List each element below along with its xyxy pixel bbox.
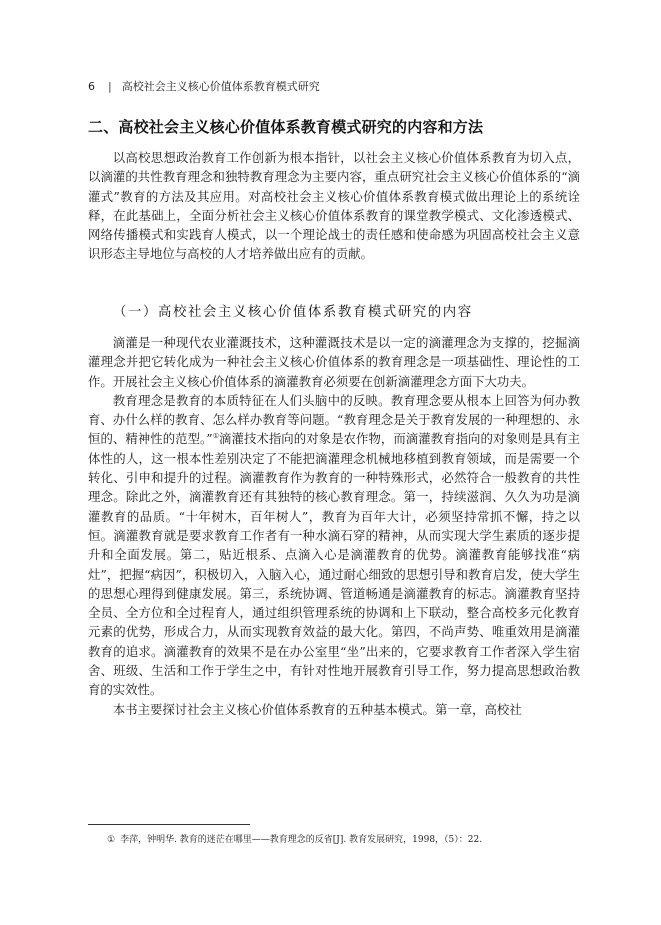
section-heading: 二、高校社会主义核心价值体系教育模式研究的内容和方法 [88,118,484,136]
paragraph-text-part1: 教育理念是教育的本质特征在人们头脑中的反映。教育理念要从根本上回答为何办教育、办什么样的教育、怎么样办教育等问题。“教育理念是关于教育发展的一种理想的、永恒的、精神性的范型。” [88,392,580,447]
intro-paragraph: 以高校思想政治教育工作创新为根本指针，以社会主义核心价值体系教育为切入点，以滴灌的共性教育理念和独特教育理念为主要内容，重点研究社会主义核心价值体系的“滴灌式”教育的方法及其应用。对高校社会主义核心价值体系教育模式做出理论上的系统诠释，在此基础上，全面分析社会主义核心价值体系教育的课堂教学模式、文化渗透模式、网络传播模式和实践育人模式，以一个理论战士的责任感和使命感为巩固高校社会主义意识形态主导地位与高校的人才培养做出应有的贡献。 [88,150,580,262]
footnote-divider [88,824,250,825]
subsection-heading: （一）高校社会主义核心价值体系教育模式研究的内容 [113,305,473,320]
header-separator: | [108,80,112,93]
paragraph-five-models: 本书主要探讨社会主义核心价值体系教育的五种基本模式。第一章，高校社 [112,701,522,717]
paragraph-education-concept [88,391,580,700]
running-header [88,80,320,94]
footnote [107,834,482,846]
footnote-mark: ① [107,835,116,845]
subsection-body [88,333,580,719]
paragraph-text-part2: 滴灌技术指向的对象是农作物，而滴灌教育指向的对象则是具有主体性的人，这一根本性差别决定了不能把滴灌理念机械地移植到教育领域，而是需要一个转化、引申和提升的过程。滴灌教育作为教育的一种特殊形式，必然符合一般教育的共性理念。除此之外，滴灌教育还有其独特的核心教育理念。第一，持续滋润、久久为功是滴灌教育的品质。“十年树木，百年树人”，教育为百年大计，必须坚持常抓不懈，持之以恒。滴灌教育就是要求教育工作者有一种水滴石穿的精神，从而实现大学生素质的逐步提升和全面发展。第二，贴近根系、点滴入心是滴灌教育的优势。滴灌教育能够找准“病灶”，把握“病因”，积极切入，入脑入心，通过耐心细致的思想引导和教育启发，使大学生的思想心理得到健康发展。第三，系统协调、管道畅通是滴灌教育的标志。滴灌教育坚持全员、全方位和全过程育人，通过组织管理系统的协调和上下联动，整合高校多元化教育元素的优势，形成合力，从而实现教育效益的最大化。第四，不尚声势、唯重效用是滴灌教育的追求。滴灌教育的效果不是在办公室里“坐”出来的，它要求教育工作者深入学生宿舍、班级、生活和工作于学生之中，有针对性地开展教育引导工作，努力提高思想政治教育的实效性。 [88,431,581,698]
page-number: 6 [88,80,95,93]
paragraph-drip-irrigation: 滴灌是一种现代农业灌溉技术，这种灌溉技术是以一定的滴灌理念为支撑的，挖掘滴灌理念并把它转化成为一种社会主义核心价值体系的教育理念是一项基础性、理论性的工作。开展社会主义核心价值体系的滴灌教育必须要在创新滴灌理念方面下大功夫。 [88,335,580,389]
footnote-text: 李萍，钟明华. 教育的迷茫在哪里——教育理念的反省[J]. 教育发展研究，1998，（5）：22. [120,835,483,845]
book-title: 高校社会主义核心价值体系教育模式研究 [121,80,320,93]
footnote-reference[interactable]: ① [212,432,220,441]
section-intro [88,148,580,264]
